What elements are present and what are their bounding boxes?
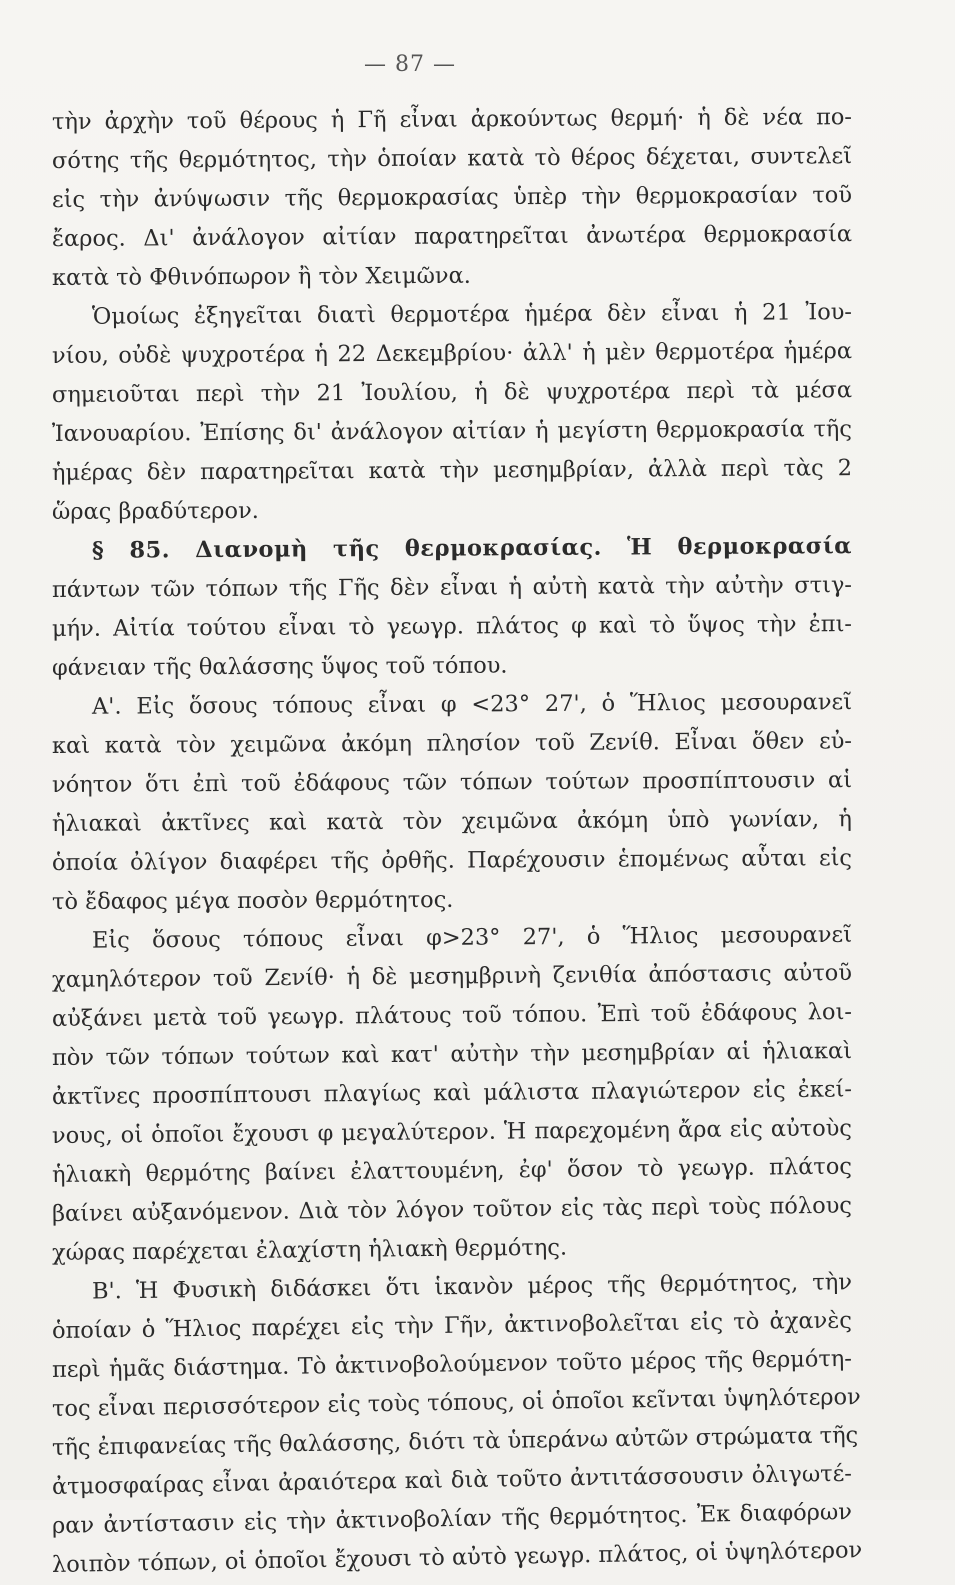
text-line: σότης τῆς θερμότητος, τὴν ὁποίαν κατὰ τὸ θέρος δέχεται, συντελεῖ — [51, 143, 853, 174]
text-line: πὸν τῶν τόπων τούτων καὶ κατ' αὐτὴν τὴν μεσημβρίαν αἱ ἡλιακαὶ — [51, 1038, 853, 1071]
text-line: χαμηλότερον τοῦ Ζενίθ· ἡ δὲ μεσημβρινὴ ζενιθία ἀπόστασις αὐτοῦ — [51, 960, 853, 993]
text-line: ἡλιακαὶ ἀκτῖνες καὶ κατὰ τὸν χειμῶνα ἀκόμη ὑπὸ γωνίαν, ἡ — [51, 806, 853, 837]
text-line: τῆς ἐπιφανείας τῆς θαλάσσης, διότι τὰ ὑπεράνω αὐτῶν στρώματα τῆς — [51, 1422, 859, 1461]
text-line: καὶ κατὰ τὸν χειμῶνα ἀκόμη πλησίον τοῦ Ζενίθ. Εἶναι ὅθεν εὐ- — [51, 728, 853, 759]
text-body — [51, 103, 863, 1585]
text-line: μήν. Αἰτία τούτου εἶναι τὸ γεωγρ. πλάτος φ καὶ τὸ ὕψος τὴν ἐπι- — [51, 611, 853, 642]
text-line: ἀτμοσφαίρας εἶναι ἀραιότερα καὶ διὰ τοῦτο ἀντιτάσσουσιν ὀλιγωτέ- — [51, 1460, 853, 1500]
text-line: τὴν ἀρχὴν τοῦ θέρους ἡ Γῆ εἶναι ἀρκούντως θερμή· ἡ δὲ νέα πο- — [51, 104, 853, 135]
page-number: — 87 — — [364, 52, 456, 77]
text-line: νους, οἱ ὁποῖοι ἔχουσι φ μεγαλύτερον. Ἡ παρεχομένη ἄρα εἰς αὐτοὺς — [51, 1115, 853, 1149]
text-line: ἀκτῖνες προσπίπτουσι πλαγίως καὶ μάλιστα πλαγιώτερον εἰς ἐκεί- — [51, 1076, 853, 1110]
text-line: ἡμέρας δὲν παρατηρεῖται κατὰ τὴν μεσημβρίαν, ἀλλὰ περὶ τὰς 2 — [51, 455, 853, 486]
text-line: φάνειαν τῆς θαλάσσης ὕψος τοῦ τόπου. — [51, 652, 508, 681]
text-line: τὸ ἔδαφος μέγα ποσὸν θερμότητος. — [51, 886, 454, 915]
text-line: Ἰανουαρίου. Ἐπίσης δι' ἀνάλογον αἰτίαν ἡ μεγίστη θερμοκρασία τῆς — [51, 416, 853, 447]
text-line: ἔαρος. Δι' ἀνάλογον αἰτίαν παρατηρεῖται ἀνωτέρα θερμοκρασία — [51, 221, 853, 252]
text-line: νόητον ὅτι ἐπὶ τοῦ ἐδάφους τῶν τόπων τούτων προσπίπτουσιν αἱ — [51, 767, 853, 798]
text-line: Α'. Εἰς ὅσους τόπους εἶναι φ <23° 27', ὁ Ἥλιος μεσουρανεῖ — [91, 689, 853, 720]
text-line: ἡλιακὴ θερμότης βαίνει ἐλαττουμένη, ἐφ' ὅσον τὸ γεωγρ. πλάτος — [51, 1153, 853, 1188]
text-line: τος εἶναι περισσότερον εἰς τοὺς τόπους, οἱ ὁποῖοι κεῖνται ὑψηλότερον — [51, 1384, 861, 1422]
text-line: Εἰς ὅσους τόπους εἶναι φ>23° 27', ὁ Ἥλιος μεσουρανεῖ — [91, 921, 853, 954]
text-line: βαίνει αὐξανόμενον. Διὰ τὸν λόγον τοῦτον εἰς τὰς περὶ τοὺς πόλους — [51, 1192, 853, 1227]
text-line: εἰς τὴν ἀνύψωσιν τῆς θερμοκρασίας ὑπὲρ τὴν θερμοκρασίαν τοῦ — [51, 182, 853, 213]
text-line: ὁποία ὀλίγον διαφέρει τῆς ὀρθῆς. Παρέχουσιν ἑπομένως αὗται εἰς — [51, 845, 853, 876]
text-line: νίου, οὐδὲ ψυχροτέρα ἡ 22 Δεκεμβρίου· ἀλλ' ἡ μὲν θερμοτέρα ἡμέρα — [51, 338, 853, 369]
text-line: ὁποίαν ὁ Ἥλιος παρέχει εἰς τὴν Γῆν, ἀκτινοβολεῖται εἰς τὸ ἀχανὲς — [51, 1307, 853, 1344]
text-line: ὥρας βραδύτερον. — [51, 497, 259, 525]
text-line: περὶ ἡμᾶς διάστημα. Τὸ ἀκτινοβολούμενον τοῦτο μέρος τῆς θερμότη- — [51, 1345, 853, 1383]
text-line: ραν ἀντίστασιν εἰς τὴν ἀκτινοβολίαν τῆς θερμότητος. Ἐκ διαφόρων — [51, 1499, 853, 1539]
text-line: Ὁμοίως ἐξηγεῖται διατὶ θερμοτέρα ἡμέρα δὲν εἶναι ἡ 21 Ἰου- — [91, 299, 853, 330]
text-line: σημειοῦται περὶ τὴν 21 Ἰουλίου, ἡ δὲ ψυχροτέρα περὶ τὰ μέσα — [51, 377, 853, 408]
text-line: Β'. Ἡ Φυσικὴ διδάσκει ὅτι ἱκανὸν μέρος τῆς θερμότητος, τὴν — [91, 1269, 853, 1305]
text-line: αὐξάνει μετὰ τοῦ γεωγρ. πλάτους τοῦ τόπου. Ἐπὶ τοῦ ἐδάφους λοι- — [51, 999, 853, 1032]
text-line: λοιπὸν τόπων, οἱ ὁποῖοι ἔχουσι τὸ αὐτὸ γεωγρ. πλάτος, οἱ ὑψηλότερον — [51, 1537, 863, 1578]
text-line: πάντων τῶν τόπων τῆς Γῆς δὲν εἶναι ἡ αὐτὴ κατὰ τὴν αὐτὴν στιγ- — [51, 572, 853, 603]
section-heading-line: § 85. Διανομὴ τῆς θερμοκρασίας. Ἡ θερμοκρασία — [91, 533, 853, 564]
text-line: κατὰ τὸ Φθινόπωρον ἢ τὸν Χειμῶνα. — [51, 262, 471, 291]
text-line: χώρας παρέχεται ἐλαχίστη ἡλιακὴ θερμότης. — [51, 1234, 568, 1266]
